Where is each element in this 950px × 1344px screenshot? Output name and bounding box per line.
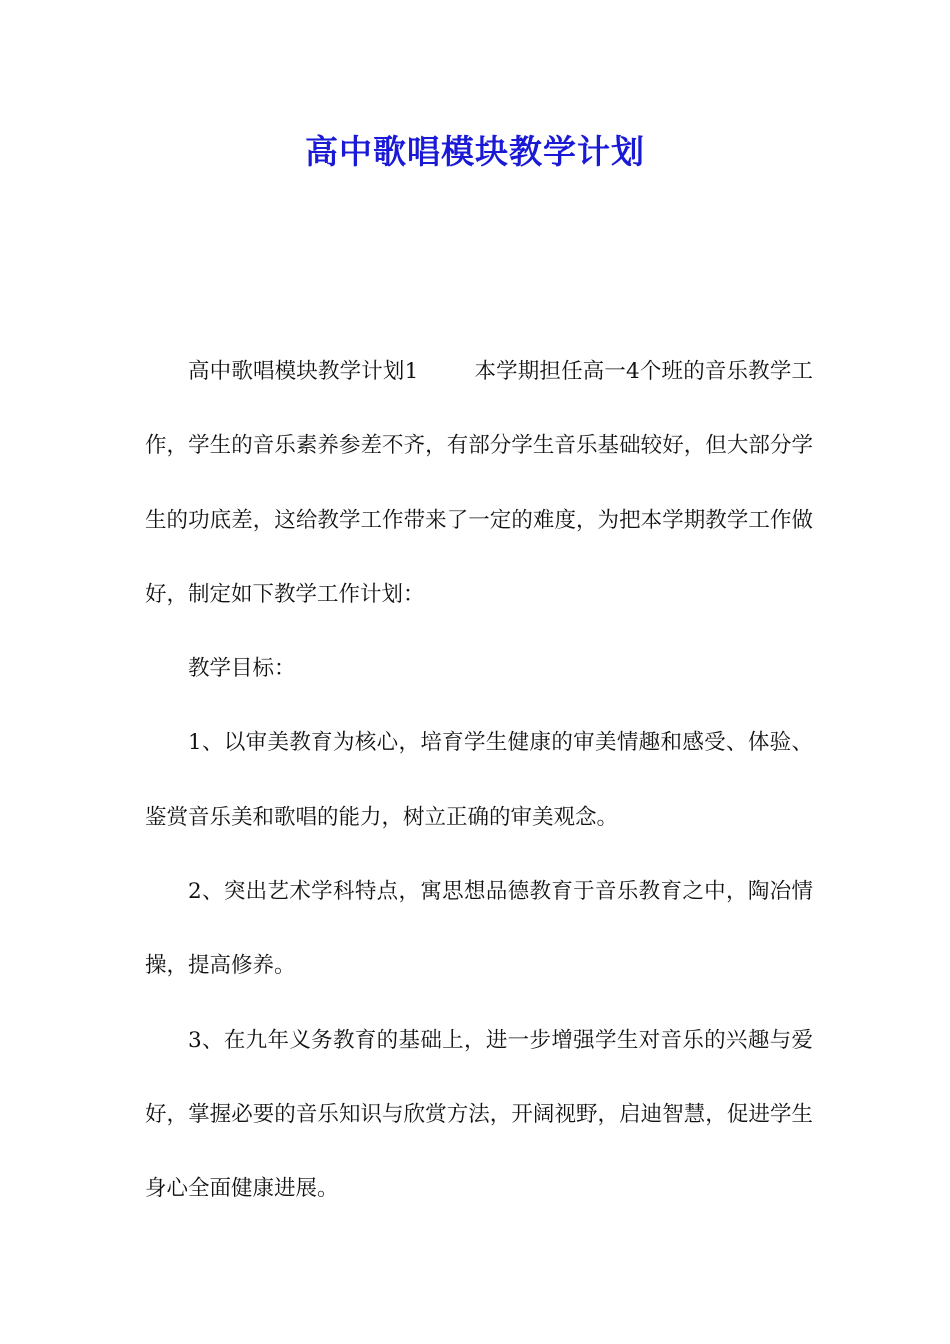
intro-text: 本学期担任高一4个班的音乐教学工作，学生的音乐素养参差不齐，有部分学生音乐基础较好，但大部分学生的功底差，这给教学工作带来了一定的难度，为把本学期教学工作做好，制定如下教学工作计划： bbox=[145, 359, 814, 607]
document-title: 高中歌唱模块教学计划 bbox=[305, 132, 645, 171]
document-body bbox=[145, 335, 813, 1227]
goal-item-3: 3、在九年义务教育的基础上，进一步增强学生对音乐的兴趣与爱好，掌握必要的音乐知识与欣赏方法，开阔视野，启迪智慧，促进学生身心全面健康进展。 bbox=[145, 1027, 813, 1202]
goal-item-1: 1、以审美教育为核心，培育学生健康的审美情趣和感受、体验、鉴赏音乐美和歌唱的能力，树立正确的审美观念。 bbox=[145, 730, 813, 830]
goal-item-2: 2、突出艺术学科特点，寓思想品德教育于音乐教育之中，陶冶情操，提高修养。 bbox=[145, 879, 813, 979]
goals-label: 教学目标： bbox=[188, 656, 296, 682]
intro-paragraph bbox=[145, 335, 813, 632]
intro-heading: 高中歌唱模块教学计划1 bbox=[188, 359, 419, 384]
